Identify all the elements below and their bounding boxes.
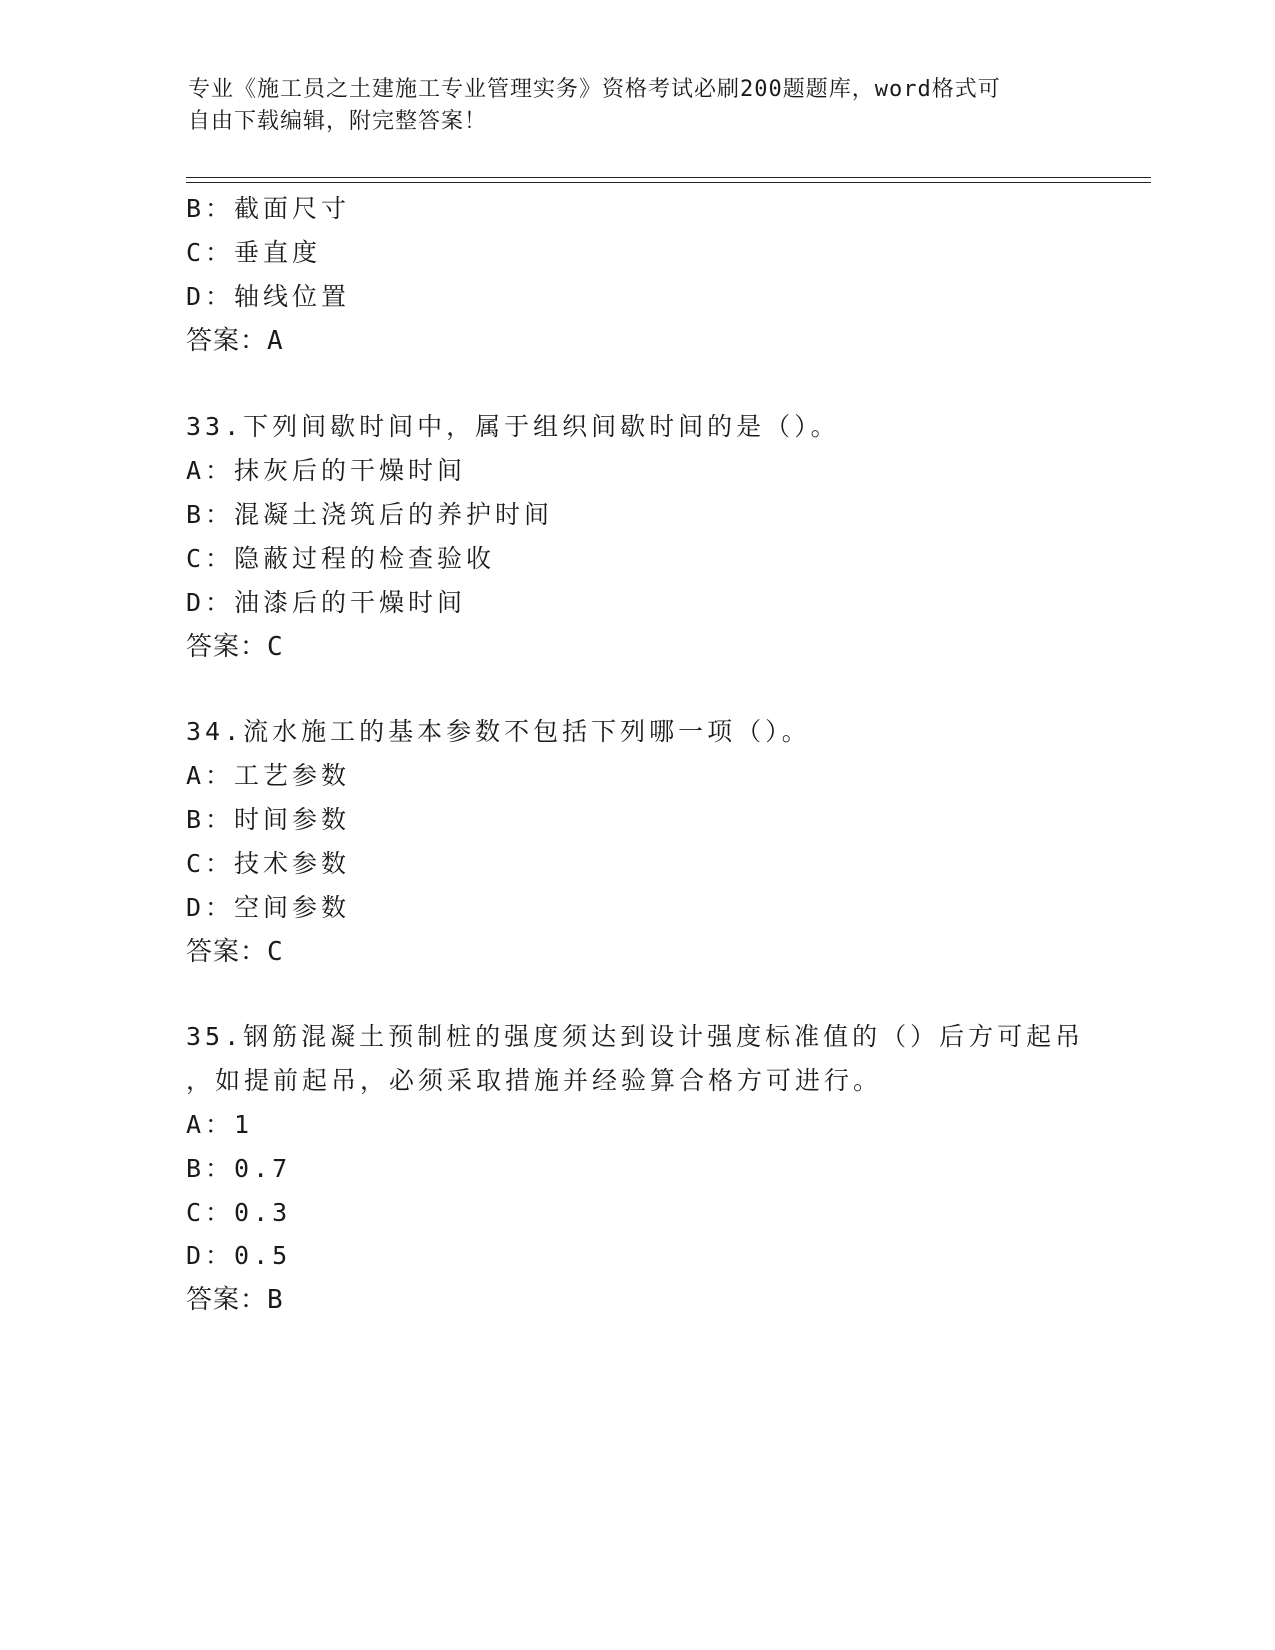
answer-line [186,937,284,967]
header-line-1: 专业《施工员之土建施工专业管理实务》资格考试必刷200题题库，word格式可 [188,77,1001,102]
answer-value: A [267,326,284,356]
option-d: D：轴线位置 [186,282,351,311]
option-b: B：截面尺寸 [186,194,351,223]
option-d: D：空间参数 [186,893,351,922]
option-a: A：抹灰后的干燥时间 [186,456,467,485]
document-header [188,74,1068,138]
option-d: D：油漆后的干燥时间 [186,588,467,617]
option-b: B：时间参数 [186,805,351,834]
question-stem-line-1: 35.钢筋混凝土预制桩的强度须达到设计强度标准值的（）后方可起吊 [186,1022,1085,1051]
answer-label: 答案： [186,937,268,967]
option-c: C：垂直度 [186,238,322,267]
answer-label: 答案： [186,1285,268,1315]
question-stem-line-2: ，如提前起吊，必须采取措施并经验算合格方可进行。 [186,1066,883,1095]
option-c: C：隐蔽过程的检查验收 [186,544,496,573]
option-a: A：工艺参数 [186,761,351,790]
header-divider-bottom [186,182,1151,183]
option-d: D：0.5 [186,1241,292,1270]
answer-value: C [267,937,284,967]
question-stem: 33.下列间歇时间中，属于组织间歇时间的是（）。 [186,412,840,441]
question-stem: 34.流水施工的基本参数不包括下列哪一项（）。 [186,717,811,746]
option-c: C：技术参数 [186,849,351,878]
header-divider-top [186,177,1151,178]
option-b: B：0.7 [186,1154,292,1183]
option-b: B：混凝土浇筑后的养护时间 [186,500,554,529]
answer-line [186,326,284,356]
option-c: C：0.3 [186,1198,292,1227]
answer-label: 答案： [186,326,268,356]
answer-label: 答案： [186,632,268,662]
answer-line [186,632,284,662]
header-line-2: 自由下载编辑，附完整答案！ [188,109,488,134]
answer-value: C [267,632,284,662]
option-a: A：1 [186,1110,254,1139]
answer-line [186,1285,284,1315]
answer-value: B [267,1285,284,1315]
